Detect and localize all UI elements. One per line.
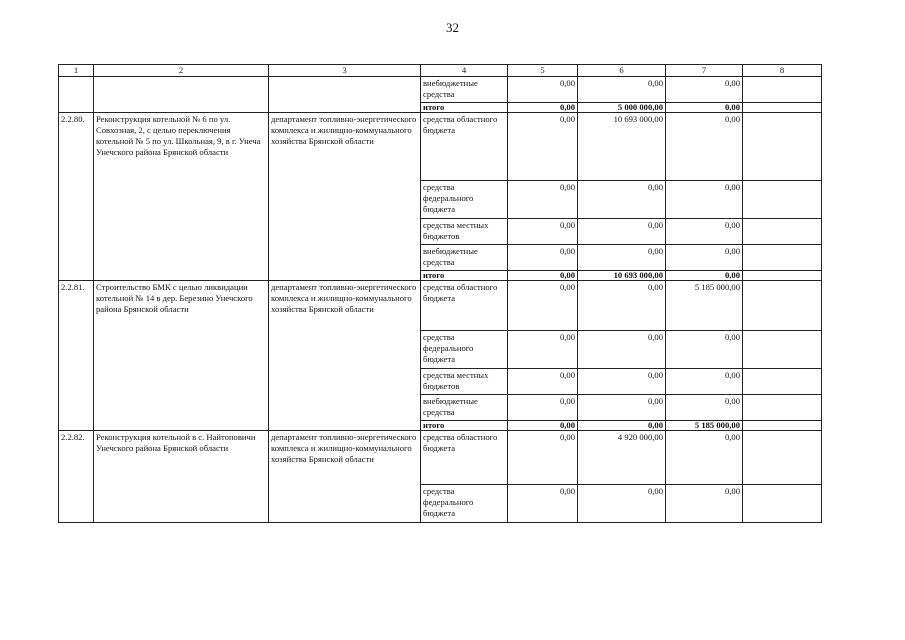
value-col-8 <box>743 369 822 395</box>
value-col-6: 0,00 <box>578 395 666 421</box>
value-col-5: 0,00 <box>508 113 578 181</box>
source-label: внебюджетные средства <box>421 395 508 421</box>
column-header: 7 <box>666 65 743 77</box>
table-row <box>59 431 822 485</box>
value-col-6: 0,00 <box>578 485 666 523</box>
column-header: 6 <box>578 65 666 77</box>
value-col-7: 0,00 <box>666 77 743 103</box>
source-label: средства областного бюджета <box>421 431 508 485</box>
value-col-8 <box>743 395 822 421</box>
column-header: 3 <box>269 65 421 77</box>
value-col-8 <box>743 271 822 281</box>
value-col-6: 0,00 <box>578 219 666 245</box>
value-col-6: 0,00 <box>578 331 666 369</box>
column-header: 4 <box>421 65 508 77</box>
value-col-8 <box>743 181 822 219</box>
column-header-row <box>59 65 822 77</box>
value-col-8 <box>743 77 822 103</box>
value-col-5: 0,00 <box>508 281 578 331</box>
page-number: 32 <box>446 20 459 35</box>
source-label: средства местных бюджетов <box>421 369 508 395</box>
column-header: 8 <box>743 65 822 77</box>
column-header: 5 <box>508 65 578 77</box>
value-col-8 <box>743 485 822 523</box>
value-col-7: 0,00 <box>666 431 743 485</box>
value-col-7: 0,00 <box>666 113 743 181</box>
value-col-7: 0,00 <box>666 245 743 271</box>
item-dept-cell <box>269 77 421 113</box>
item-name: Реконструкция котельной № 6 по ул. Совхозная, 2, с целью переключения котельной № 5 по ул. Школьная, 9, в г. Унеча Унечского района Брянской области <box>94 113 269 281</box>
value-col-5: 0,00 <box>508 331 578 369</box>
value-col-8 <box>743 331 822 369</box>
value-col-8 <box>743 421 822 431</box>
item-code-cell <box>59 77 94 113</box>
value-col-5: 0,00 <box>508 369 578 395</box>
value-col-5: 0,00 <box>508 219 578 245</box>
item-name: Строительство БМК с целью ликвидации котельной № 14 в дер. Березино Унечского района Брянской области <box>94 281 269 431</box>
column-header: 2 <box>94 65 269 77</box>
value-col-6: 0,00 <box>578 181 666 219</box>
value-col-6: 4 920 000,00 <box>578 431 666 485</box>
value-col-8 <box>743 219 822 245</box>
value-col-5: 0,00 <box>508 103 578 113</box>
value-col-6: 0,00 <box>578 245 666 271</box>
source-label: внебюджетные средства <box>421 245 508 271</box>
value-col-5: 0,00 <box>508 245 578 271</box>
item-dept: департамент топливно-энергетического комплекса и жилищно-коммунального хозяйства Брянской области <box>269 113 421 281</box>
value-col-6: 10 693 000,00 <box>578 271 666 281</box>
source-label: средства федерального бюджета <box>421 331 508 369</box>
total-label: итого <box>421 271 508 281</box>
value-col-7: 0,00 <box>666 219 743 245</box>
item-dept: департамент топливно-энергетического комплекса и жилищно-коммунального хозяйства Брянской области <box>269 281 421 431</box>
value-col-7: 5 185 000,00 <box>666 421 743 431</box>
total-label: итого <box>421 421 508 431</box>
source-label: средства федерального бюджета <box>421 181 508 219</box>
source-label: внебюджетные средства <box>421 77 508 103</box>
value-col-8 <box>743 281 822 331</box>
value-col-6: 0,00 <box>578 421 666 431</box>
value-col-7: 5 185 000,00 <box>666 281 743 331</box>
value-col-5: 0,00 <box>508 485 578 523</box>
value-col-8 <box>743 245 822 271</box>
value-col-7: 0,00 <box>666 331 743 369</box>
source-label: средства областного бюджета <box>421 281 508 331</box>
source-label: средства областного бюджета <box>421 113 508 181</box>
source-label: средства местных бюджетов <box>421 219 508 245</box>
value-col-6: 0,00 <box>578 369 666 395</box>
value-col-7: 0,00 <box>666 485 743 523</box>
table-row <box>59 281 822 331</box>
item-name: Реконструкция котельной в с. Найтоповичи Унечского района Брянской области <box>94 431 269 523</box>
value-col-6: 10 693 000,00 <box>578 113 666 181</box>
value-col-5: 0,00 <box>508 181 578 219</box>
value-col-7: 0,00 <box>666 395 743 421</box>
value-col-5: 0,00 <box>508 421 578 431</box>
item-code: 2.2.81. <box>59 281 94 431</box>
item-code: 2.2.80. <box>59 113 94 281</box>
value-col-5: 0,00 <box>508 431 578 485</box>
value-col-7: 0,00 <box>666 369 743 395</box>
total-label: итого <box>421 103 508 113</box>
value-col-5: 0,00 <box>508 395 578 421</box>
value-col-6: 0,00 <box>578 281 666 331</box>
value-col-7: 0,00 <box>666 103 743 113</box>
budget-table <box>58 64 822 523</box>
value-col-8 <box>743 103 822 113</box>
value-col-5: 0,00 <box>508 77 578 103</box>
value-col-8 <box>743 113 822 181</box>
value-col-8 <box>743 431 822 485</box>
value-col-6: 5 000 000,00 <box>578 103 666 113</box>
value-col-7: 0,00 <box>666 181 743 219</box>
item-name-cell <box>94 77 269 113</box>
column-header: 1 <box>59 65 94 77</box>
item-dept: департамент топливно-энергетического комплекса и жилищно-коммунального хозяйства Брянской области <box>269 431 421 523</box>
value-col-6: 0,00 <box>578 77 666 103</box>
value-col-7: 0,00 <box>666 271 743 281</box>
source-label: средства федерального бюджета <box>421 485 508 523</box>
table-row <box>59 77 822 103</box>
table-row <box>59 113 822 181</box>
item-code: 2.2.82. <box>59 431 94 523</box>
value-col-5: 0,00 <box>508 271 578 281</box>
